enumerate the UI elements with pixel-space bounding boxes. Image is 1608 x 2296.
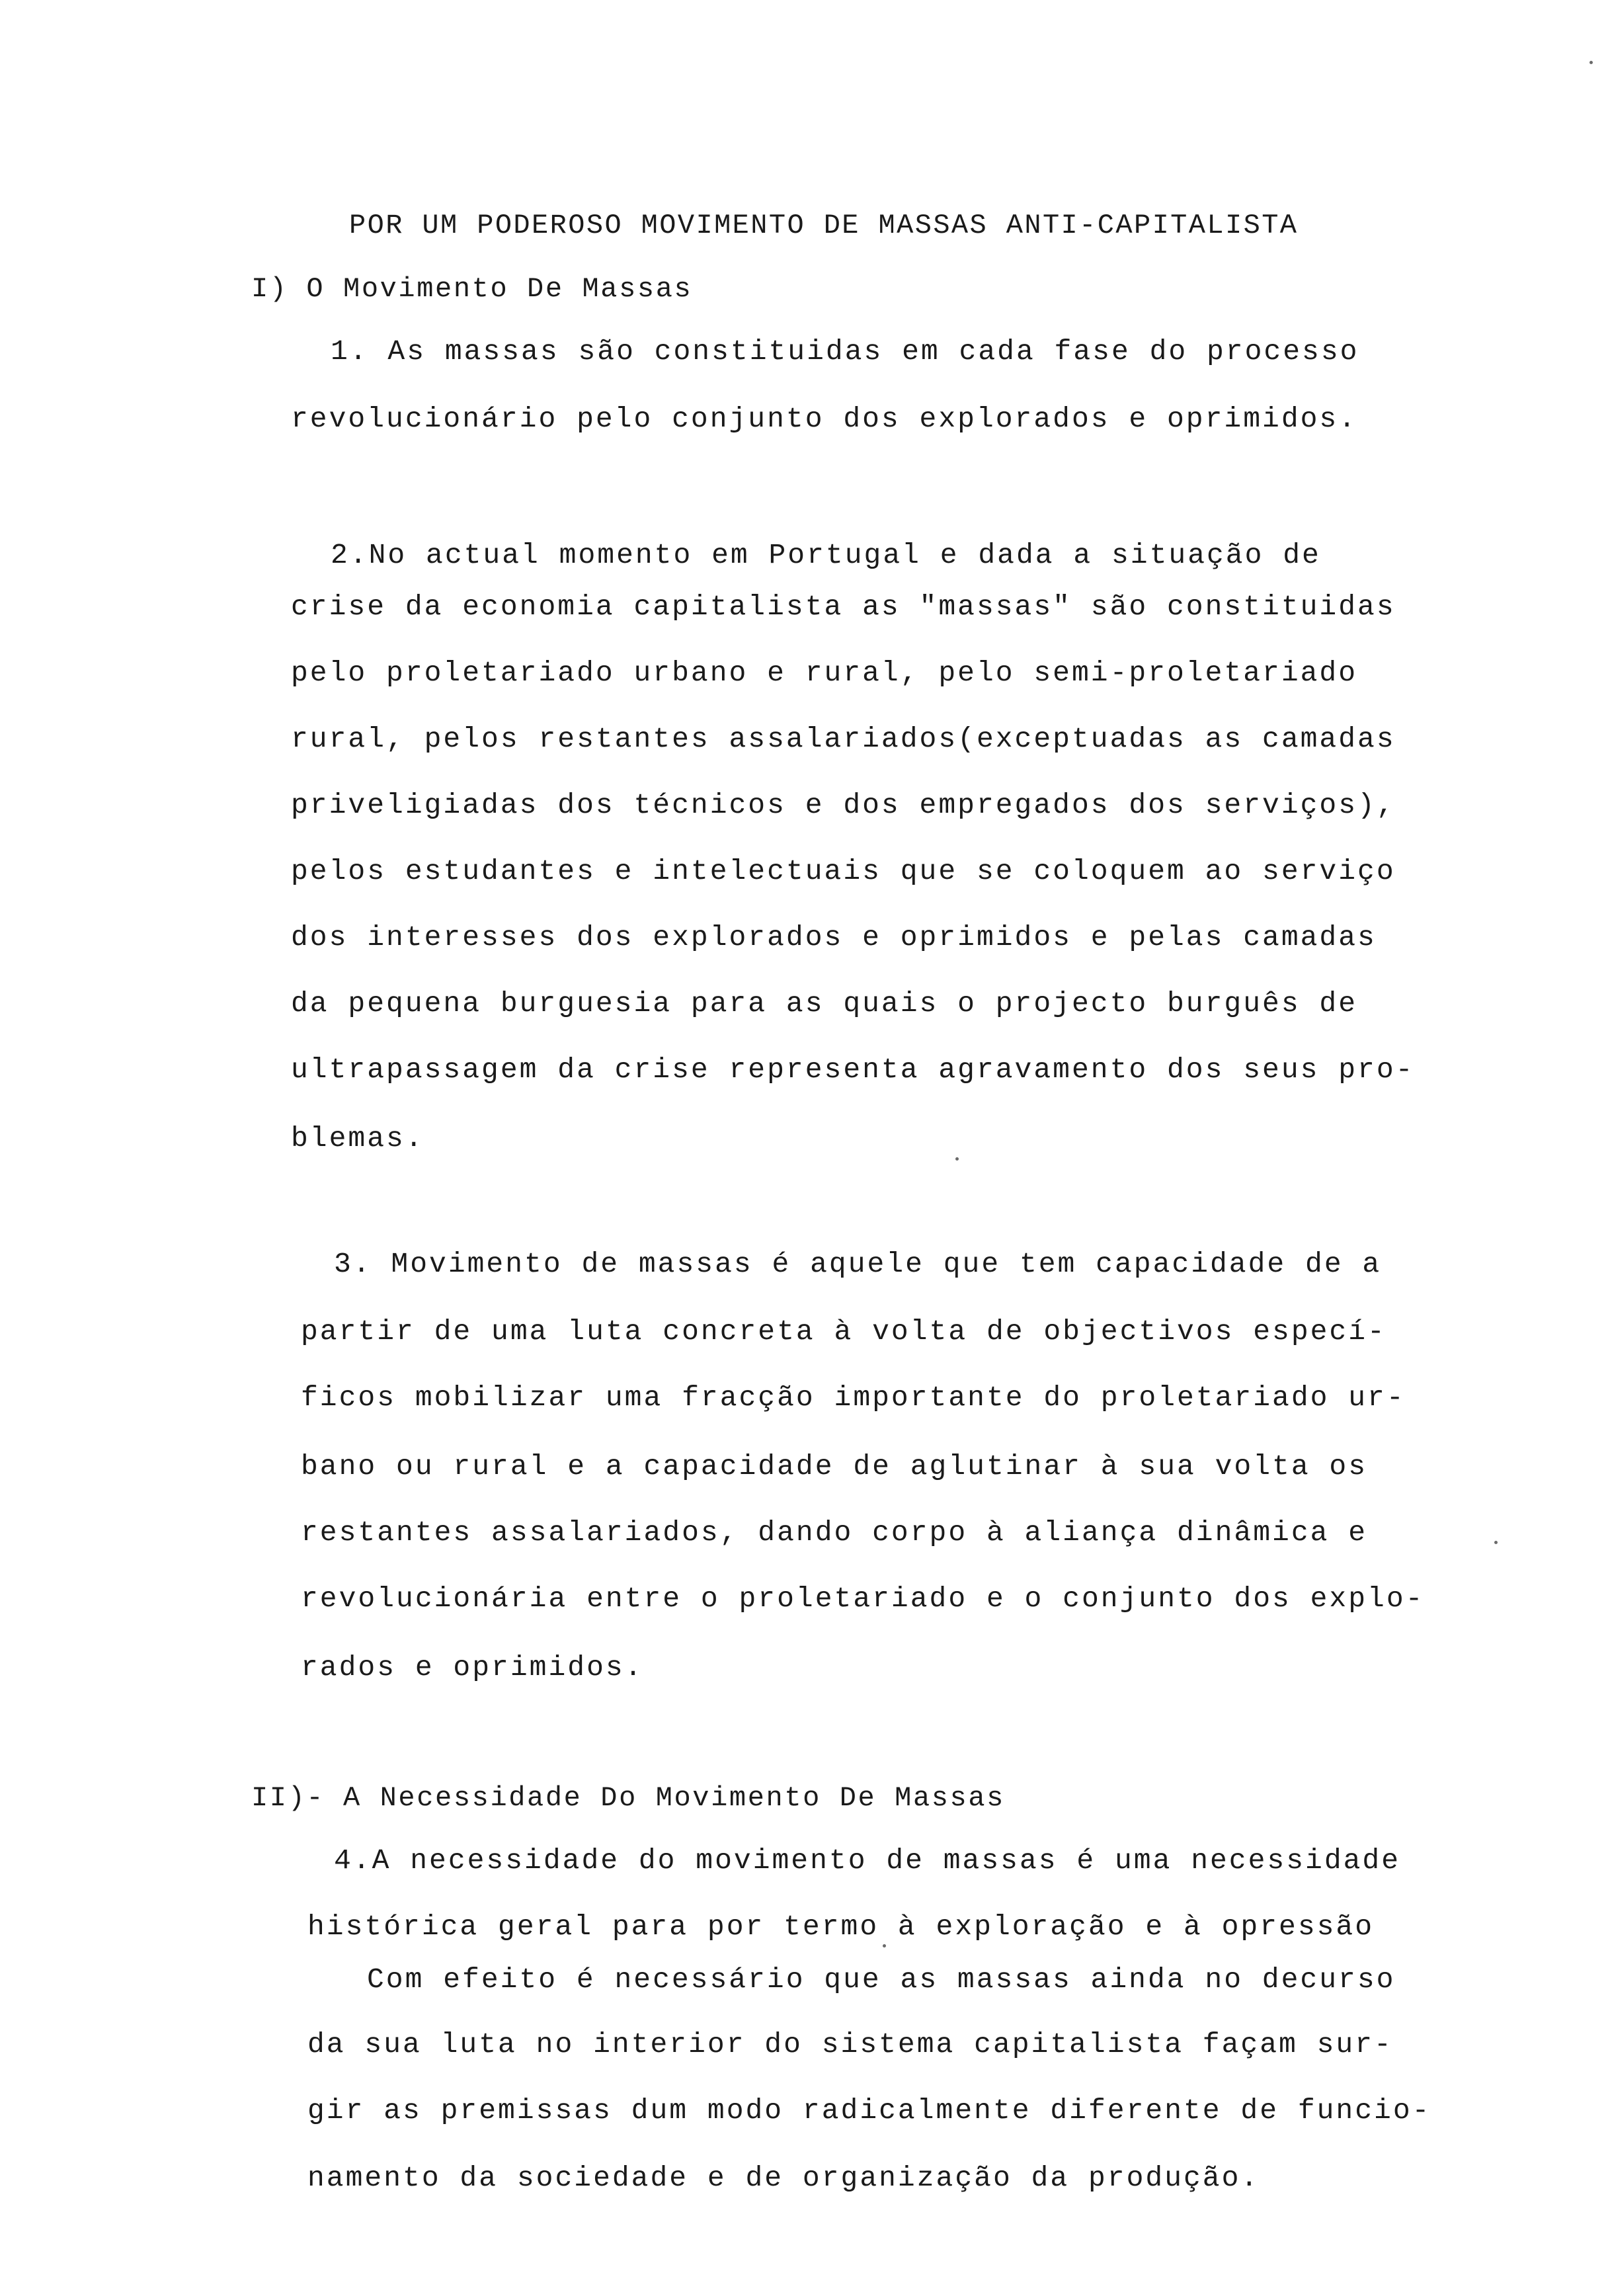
paragraph-2-line: pelos estudantes e intelectuais que se coloquem ao serviço	[291, 855, 1396, 887]
paragraph-4-line: histórica geral para por termo à exploração e à opressão	[307, 1910, 1375, 1943]
paragraph-4-line: 4.A necessidade do movimento de massas é uma necessidade	[334, 1844, 1401, 1877]
paragraph-2-line: 2.No actual momento em Portugal e dada a situação de	[331, 539, 1321, 571]
section-2-heading: II)- A Necessidade Do Movimento De Massas	[251, 1782, 1005, 1814]
paragraph-4-line: gir as premissas dum modo radicalmente diferente de funcio-	[307, 2094, 1431, 2127]
paragraph-2-line: pelo proletariado urbano e rural, pelo semi-proletariado	[291, 657, 1358, 689]
paragraph-2-line: rural, pelos restantes assalariados(exceptuadas as camadas	[291, 723, 1396, 755]
paragraph-3-line: revolucionária entre o proletariado e o conjunto dos explo-	[301, 1582, 1425, 1615]
scan-speck	[1589, 61, 1593, 64]
paragraph-3-line: 3. Movimento de massas é aquele que tem capacidade de a	[334, 1248, 1382, 1280]
paragraph-4-line: namento da sociedade e de organização da produção.	[307, 2162, 1260, 2194]
paragraph-2-line: blemas.	[291, 1122, 424, 1155]
scan-speck	[1494, 1541, 1498, 1544]
document-title: POR UM PODEROSO MOVIMENTO DE MASSAS ANTI-CAPITALISTA	[349, 210, 1299, 241]
paragraph-4-line: Com efeito é necessário que as massas ainda no decurso	[367, 1963, 1396, 1996]
paragraph-2-line: ultrapassagem da crise representa agravamento dos seus pro-	[291, 1053, 1415, 1086]
paragraph-3-line: ficos mobilizar uma fracção importante do proletariado ur-	[301, 1381, 1406, 1414]
paragraph-2-line: dos interesses dos explorados e oprimidos e pelas camadas	[291, 921, 1377, 954]
paragraph-3-line: restantes assalariados, dando corpo à aliança dinâmica e	[301, 1516, 1368, 1549]
paragraph-2-line: crise da economia capitalista as "massas" são constituidas	[291, 591, 1396, 623]
paragraph-3-line: bano ou rural e a capacidade de aglutinar à sua volta os	[301, 1450, 1368, 1483]
scan-speck	[955, 1157, 959, 1161]
paragraph-1-line: revolucionário pelo conjunto dos explorados e oprimidos.	[291, 403, 1358, 435]
section-1-heading: I) O Movimento De Massas	[251, 273, 693, 305]
paragraph-2-line: priveligiadas dos técnicos e dos empregados dos serviços),	[291, 789, 1396, 821]
paragraph-1-line: 1. As massas são constituidas em cada fase do processo	[331, 335, 1359, 368]
paragraph-2-line: da pequena burguesia para as quais o projecto burguês de	[291, 987, 1358, 1020]
scan-speck	[883, 1944, 886, 1948]
paragraph-3-line: partir de uma luta concreta à volta de objectivos especí-	[301, 1315, 1387, 1348]
paragraph-3-line: rados e oprimidos.	[301, 1651, 644, 1684]
paragraph-4-line: da sua luta no interior do sistema capitalista façam sur-	[307, 2028, 1393, 2061]
